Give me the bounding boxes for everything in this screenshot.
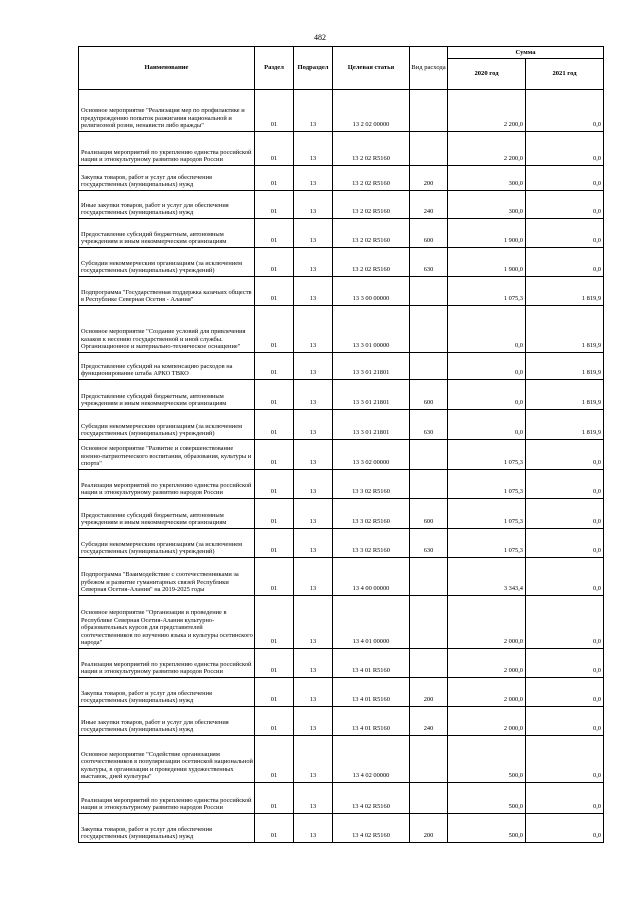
row-section: 01 <box>255 678 294 707</box>
row-section: 01 <box>255 529 294 558</box>
table-row <box>79 353 604 380</box>
row-amount-2020: 300,0 <box>448 191 526 219</box>
row-section: 01 <box>255 132 294 166</box>
row-name: Основное мероприятие "Организация и проведение в Республике Северная Осетия-Алания культурно-образовательных курсов для представителей соотечественников по изучению языка и культуры осетинского народа" <box>79 596 255 649</box>
row-section: 01 <box>255 649 294 678</box>
row-amount-2021: 1 819,9 <box>526 410 604 440</box>
row-subsection: 13 <box>294 248 333 277</box>
row-target-item: 13 3 00 00000 <box>333 277 410 306</box>
row-expense-type: 240 <box>410 191 448 219</box>
row-target-item: 13 4 01 00000 <box>333 596 410 649</box>
row-name: Основное мероприятие "Развитие и совершенствование военно-патриотического воспитания, образования, культуры и спорта" <box>79 440 255 470</box>
row-expense-type <box>410 470 448 499</box>
row-expense-type <box>410 132 448 166</box>
row-target-item: 13 4 01 R5160 <box>333 678 410 707</box>
row-expense-type <box>410 440 448 470</box>
row-amount-2020: 0,0 <box>448 380 526 410</box>
page-number: 482 <box>314 33 326 42</box>
row-amount-2021: 0,0 <box>526 736 604 783</box>
row-amount-2021: 0,0 <box>526 783 604 814</box>
row-amount-2021: 1 819,9 <box>526 380 604 410</box>
row-subsection: 13 <box>294 814 333 843</box>
row-target-item: 13 2 02 R5160 <box>333 248 410 277</box>
header-target-item: Целевая статья <box>333 47 410 90</box>
row-amount-2020: 2 200,0 <box>448 132 526 166</box>
table-row <box>79 470 604 499</box>
table-row <box>79 306 604 353</box>
row-subsection: 13 <box>294 191 333 219</box>
row-section: 01 <box>255 440 294 470</box>
table-row <box>79 410 604 440</box>
row-target-item: 13 4 01 R5160 <box>333 649 410 678</box>
row-name: Закупка товаров, работ и услуг для обеспечения государственных (муниципальных) нужд <box>79 678 255 707</box>
row-section: 01 <box>255 380 294 410</box>
row-section: 01 <box>255 736 294 783</box>
row-target-item: 13 2 02 R5160 <box>333 132 410 166</box>
row-subsection: 13 <box>294 649 333 678</box>
row-expense-type: 630 <box>410 248 448 277</box>
row-target-item: 13 4 02 00000 <box>333 736 410 783</box>
row-amount-2021: 0,0 <box>526 649 604 678</box>
row-amount-2021: 0,0 <box>526 248 604 277</box>
table-row <box>79 90 604 132</box>
row-name: Основное мероприятие "Реализация мер по профилактике и предупреждению попыток разжигания национальной и религиозной розни, ненависти либо вражды" <box>79 90 255 132</box>
row-expense-type: 200 <box>410 166 448 191</box>
row-expense-type <box>410 353 448 380</box>
row-name: Реализация мероприятий по укреплению единства российской нации и этнокультурному развитию народов России <box>79 649 255 678</box>
row-name: Предоставление субсидий бюджетным, автономным учреждениям и иным некоммерческим организациям <box>79 499 255 529</box>
row-amount-2020: 3 343,4 <box>448 558 526 596</box>
row-section: 01 <box>255 90 294 132</box>
row-amount-2020: 1 075,3 <box>448 499 526 529</box>
row-name: Закупка товаров, работ и услуг для обеспечения государственных (муниципальных) нужд <box>79 166 255 191</box>
row-target-item: 13 4 02 R5160 <box>333 814 410 843</box>
row-section: 01 <box>255 166 294 191</box>
row-name: Субсидии некоммерческим организациям (за исключением государственных (муниципальных) учреждений) <box>79 410 255 440</box>
row-subsection: 13 <box>294 678 333 707</box>
table-row <box>79 380 604 410</box>
budget-table <box>78 46 604 843</box>
row-expense-type: 600 <box>410 380 448 410</box>
row-amount-2021: 0,0 <box>526 470 604 499</box>
row-target-item: 13 4 00 00000 <box>333 558 410 596</box>
row-amount-2020: 2 000,0 <box>448 649 526 678</box>
row-section: 01 <box>255 353 294 380</box>
row-section: 01 <box>255 783 294 814</box>
row-expense-type <box>410 649 448 678</box>
table-row <box>79 529 604 558</box>
row-amount-2020: 1 075,3 <box>448 470 526 499</box>
row-expense-type <box>410 558 448 596</box>
table-row <box>79 649 604 678</box>
row-subsection: 13 <box>294 783 333 814</box>
row-amount-2020: 300,0 <box>448 166 526 191</box>
row-amount-2021: 0,0 <box>526 90 604 132</box>
row-amount-2020: 500,0 <box>448 783 526 814</box>
row-amount-2020: 0,0 <box>448 306 526 353</box>
row-target-item: 13 3 02 R5160 <box>333 499 410 529</box>
row-amount-2021: 0,0 <box>526 596 604 649</box>
table-row <box>79 678 604 707</box>
row-name: Предоставление субсидий бюджетным, автономным учреждениям и иным некоммерческим организациям <box>79 380 255 410</box>
row-section: 01 <box>255 219 294 248</box>
row-name: Подпрограмма "Государственная поддержка казачьих обществ в Республике Северная Осетия - Алания" <box>79 277 255 306</box>
row-subsection: 13 <box>294 736 333 783</box>
header-year-2021: 2021 год <box>526 59 604 90</box>
table-row <box>79 248 604 277</box>
table-row <box>79 499 604 529</box>
row-name: Иные закупки товаров, работ и услуг для обеспечения государственных (муниципальных) нужд <box>79 707 255 736</box>
row-name: Субсидии некоммерческим организациям (за исключением государственных (муниципальных) учреждений) <box>79 248 255 277</box>
row-amount-2020: 0,0 <box>448 410 526 440</box>
row-name: Реализация мероприятий по укреплению единства российской нации и этнокультурному развитию народов России <box>79 132 255 166</box>
row-name: Иные закупки товаров, работ и услуг для обеспечения государственных (муниципальных) нужд <box>79 191 255 219</box>
row-name: Предоставление субсидий бюджетным, автономным учреждениям и иным некоммерческим организациям <box>79 219 255 248</box>
row-subsection: 13 <box>294 529 333 558</box>
row-amount-2020: 500,0 <box>448 814 526 843</box>
row-amount-2021: 1 819,9 <box>526 353 604 380</box>
table-body <box>79 90 604 843</box>
row-expense-type <box>410 783 448 814</box>
header-section: Раздел <box>255 47 294 90</box>
row-target-item: 13 3 01 21801 <box>333 380 410 410</box>
row-amount-2020: 500,0 <box>448 736 526 783</box>
row-amount-2021: 0,0 <box>526 558 604 596</box>
row-amount-2020: 1 075,3 <box>448 440 526 470</box>
row-section: 01 <box>255 558 294 596</box>
row-subsection: 13 <box>294 410 333 440</box>
table-row <box>79 783 604 814</box>
row-target-item: 13 2 02 R5160 <box>333 219 410 248</box>
row-target-item: 13 2 02 R5160 <box>333 166 410 191</box>
row-subsection: 13 <box>294 380 333 410</box>
row-section: 01 <box>255 410 294 440</box>
row-expense-type <box>410 596 448 649</box>
row-expense-type <box>410 736 448 783</box>
header-year-2020: 2020 год <box>448 59 526 90</box>
row-amount-2020: 0,0 <box>448 353 526 380</box>
row-amount-2021: 0,0 <box>526 166 604 191</box>
table-row <box>79 707 604 736</box>
row-expense-type: 630 <box>410 410 448 440</box>
row-target-item: 13 2 02 00000 <box>333 90 410 132</box>
row-section: 01 <box>255 814 294 843</box>
row-subsection: 13 <box>294 558 333 596</box>
row-name: Предоставление субсидий на компенсацию расходов на функционирование штаба АРКО ТВКО <box>79 353 255 380</box>
row-expense-type <box>410 306 448 353</box>
row-amount-2021: 0,0 <box>526 440 604 470</box>
row-amount-2021: 0,0 <box>526 529 604 558</box>
row-name: Субсидии некоммерческим организациям (за исключением государственных (муниципальных) учреждений) <box>79 529 255 558</box>
row-name: Закупка товаров, работ и услуг для обеспечения государственных (муниципальных) нужд <box>79 814 255 843</box>
row-section: 01 <box>255 277 294 306</box>
row-target-item: 13 3 02 00000 <box>333 440 410 470</box>
header-subsection: Подраздел <box>294 47 333 90</box>
row-amount-2020: 2 000,0 <box>448 678 526 707</box>
table-row <box>79 166 604 191</box>
row-section: 01 <box>255 707 294 736</box>
row-amount-2021: 0,0 <box>526 678 604 707</box>
row-name: Основное мероприятие "Создание условий для привлечения казаков к несению государственной и иной службы. Организационное и материально-техническое оснащение" <box>79 306 255 353</box>
row-target-item: 13 4 01 R5160 <box>333 707 410 736</box>
row-section: 01 <box>255 596 294 649</box>
row-section: 01 <box>255 248 294 277</box>
row-subsection: 13 <box>294 90 333 132</box>
row-subsection: 13 <box>294 596 333 649</box>
row-section: 01 <box>255 191 294 219</box>
row-target-item: 13 3 01 00000 <box>333 306 410 353</box>
table-row <box>79 219 604 248</box>
row-subsection: 13 <box>294 440 333 470</box>
row-subsection: 13 <box>294 470 333 499</box>
row-expense-type: 600 <box>410 499 448 529</box>
row-target-item: 13 3 02 R5160 <box>333 529 410 558</box>
row-section: 01 <box>255 470 294 499</box>
header-expense-type: Вид расхода <box>410 47 448 90</box>
row-target-item: 13 3 01 21801 <box>333 410 410 440</box>
table-row <box>79 277 604 306</box>
row-section: 01 <box>255 306 294 353</box>
row-subsection: 13 <box>294 353 333 380</box>
row-subsection: 13 <box>294 499 333 529</box>
row-name: Подпрограмма "Взаимодействие с соотечественниками за рубежом и развитие гуманитарных связей Республики Северная Осетия-Алания" на 2019-2025 годы <box>79 558 255 596</box>
row-subsection: 13 <box>294 132 333 166</box>
row-expense-type: 600 <box>410 219 448 248</box>
row-amount-2021: 0,0 <box>526 814 604 843</box>
row-target-item: 13 3 01 21801 <box>333 353 410 380</box>
row-name: Реализация мероприятий по укреплению единства российской нации и этнокультурному развитию народов России <box>79 783 255 814</box>
row-amount-2020: 1 075,3 <box>448 277 526 306</box>
row-amount-2020: 2 200,0 <box>448 90 526 132</box>
row-amount-2020: 2 000,0 <box>448 707 526 736</box>
row-section: 01 <box>255 499 294 529</box>
row-amount-2021: 0,0 <box>526 499 604 529</box>
table-row <box>79 596 604 649</box>
table-row <box>79 440 604 470</box>
row-amount-2020: 1 900,0 <box>448 248 526 277</box>
table-row <box>79 558 604 596</box>
row-target-item: 13 3 02 R5160 <box>333 470 410 499</box>
row-name: Реализация мероприятий по укреплению единства российской нации и этнокультурному развитию народов России <box>79 470 255 499</box>
row-subsection: 13 <box>294 277 333 306</box>
row-expense-type <box>410 90 448 132</box>
row-expense-type: 200 <box>410 814 448 843</box>
row-expense-type <box>410 277 448 306</box>
row-subsection: 13 <box>294 219 333 248</box>
row-target-item: 13 4 02 R5160 <box>333 783 410 814</box>
row-name: Основное мероприятие "Содействие организациям соотечественников в популяризации осетинской национальной культуры, в организации и проведении художественных выставок, дней культуры" <box>79 736 255 783</box>
row-amount-2020: 1 075,3 <box>448 529 526 558</box>
table-row <box>79 814 604 843</box>
row-amount-2021: 1 819,9 <box>526 277 604 306</box>
row-amount-2021: 0,0 <box>526 191 604 219</box>
row-amount-2021: 0,0 <box>526 132 604 166</box>
row-expense-type: 240 <box>410 707 448 736</box>
row-amount-2021: 0,0 <box>526 707 604 736</box>
row-subsection: 13 <box>294 707 333 736</box>
row-amount-2020: 2 000,0 <box>448 596 526 649</box>
row-expense-type: 630 <box>410 529 448 558</box>
table-row <box>79 736 604 783</box>
table-row <box>79 191 604 219</box>
row-amount-2021: 0,0 <box>526 219 604 248</box>
row-amount-2021: 1 819,9 <box>526 306 604 353</box>
header-amount: Сумма <box>448 47 604 59</box>
row-target-item: 13 2 02 R5160 <box>333 191 410 219</box>
header-name: Наименование <box>79 47 255 90</box>
row-subsection: 13 <box>294 306 333 353</box>
row-amount-2020: 1 900,0 <box>448 219 526 248</box>
table-row <box>79 132 604 166</box>
row-subsection: 13 <box>294 166 333 191</box>
row-expense-type: 200 <box>410 678 448 707</box>
